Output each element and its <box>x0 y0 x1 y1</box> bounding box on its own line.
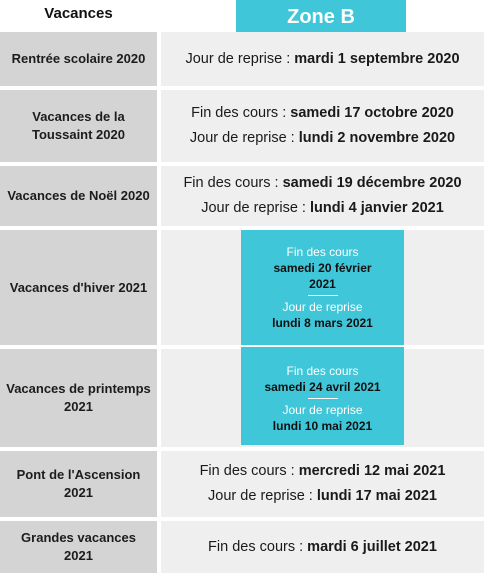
end-value: samedi 24 avril 2021 <box>264 379 381 394</box>
date-line: Fin des cours : mardi 6 juillet 2021 <box>208 538 437 555</box>
period-dates <box>161 230 484 345</box>
period-label: Rentrée scolaire 2020 <box>0 32 157 86</box>
period-dates <box>161 32 484 86</box>
table-row <box>0 451 484 517</box>
date-line: Fin des cours : mercredi 12 mai 2021 <box>199 463 446 479</box>
period-label: Pont de l'Ascension 2021 <box>0 451 157 517</box>
end-label: Fin des cours <box>286 363 359 378</box>
date-line: Jour de reprise : lundi 2 novembre 2020 <box>189 130 456 146</box>
period-label: Grandes vacances 2021 <box>0 521 157 573</box>
zone-dates-box <box>241 230 404 345</box>
date-line: Fin des cours : samedi 17 octobre 2020 <box>191 105 454 121</box>
period-dates <box>161 451 484 517</box>
end-value: samedi 20 février <box>273 261 372 275</box>
period-dates <box>161 521 484 573</box>
table-row <box>0 230 484 345</box>
table-row <box>0 349 484 447</box>
period-label: Vacances de printemps 2021 <box>0 349 157 447</box>
divider <box>308 398 338 399</box>
zone-dates-box <box>241 347 404 445</box>
table-row <box>0 32 484 86</box>
period-dates <box>161 349 484 447</box>
date-line: Jour de reprise : mardi 1 septembre 2020 <box>185 50 460 67</box>
end-value-year: 2021 <box>309 277 336 291</box>
zone-header: Zone B <box>236 0 406 34</box>
table-row <box>0 521 484 573</box>
period-dates <box>161 166 484 226</box>
period-dates <box>161 90 484 162</box>
resume-label: Jour de reprise <box>282 402 363 417</box>
resume-value: lundi 10 mai 2021 <box>272 418 373 433</box>
period-label: Vacances de Noël 2020 <box>0 166 157 226</box>
period-label: Vacances de la Toussaint 2020 <box>0 90 157 162</box>
column-header-vacances: Vacances <box>44 4 113 22</box>
date-line: Jour de reprise : lundi 4 janvier 2021 <box>201 200 444 216</box>
table-row <box>0 166 484 226</box>
resume-label: Jour de reprise <box>282 300 363 314</box>
period-label: Vacances d'hiver 2021 <box>0 230 157 345</box>
end-label: Fin des cours <box>286 245 359 259</box>
divider <box>308 295 338 296</box>
date-line: Fin des cours : samedi 19 décembre 2020 <box>183 175 462 191</box>
table-row <box>0 90 484 162</box>
date-line: Jour de reprise : lundi 17 mai 2021 <box>208 488 437 504</box>
resume-value: lundi 8 mars 2021 <box>272 316 373 330</box>
